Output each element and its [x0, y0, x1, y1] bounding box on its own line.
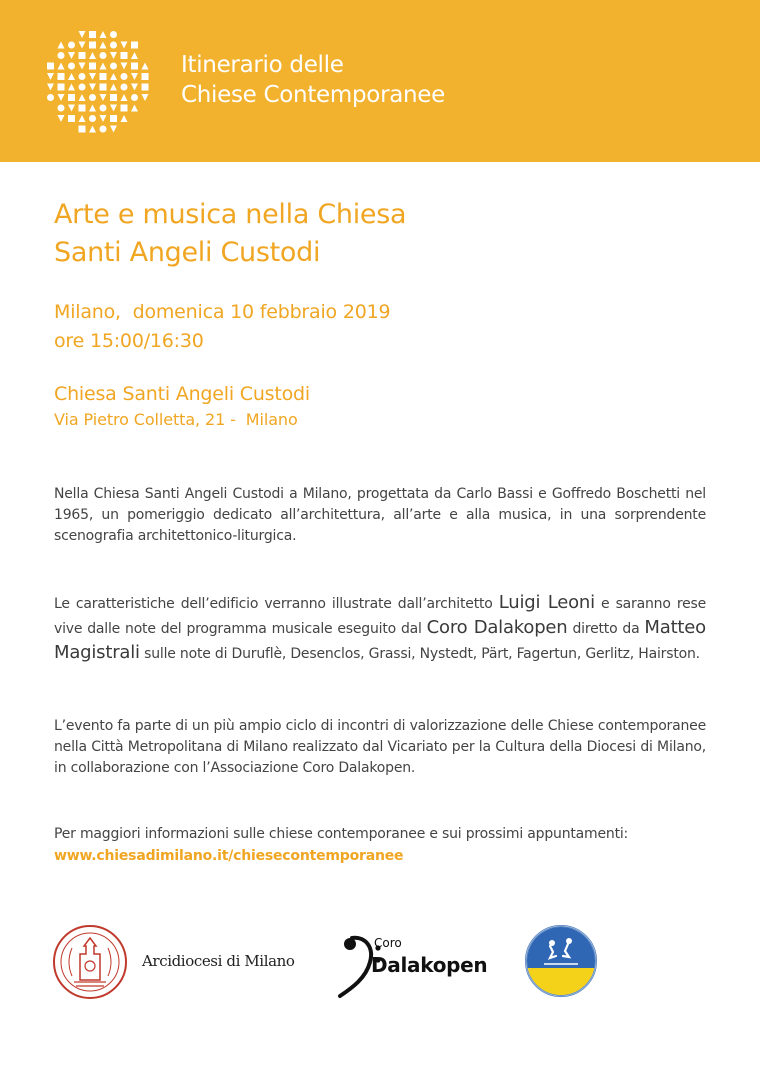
- logo-shape: [131, 42, 138, 49]
- logo-shape: [110, 52, 117, 59]
- logo-shape: [110, 31, 117, 38]
- logo-shape: [110, 73, 117, 80]
- logo-shape: [58, 42, 65, 49]
- logo-shape: [142, 84, 149, 91]
- event-title-line1: Arte e musica nella Chiesa: [54, 199, 407, 230]
- logo-shape: [121, 63, 128, 70]
- logo-shape: [68, 73, 75, 80]
- logo-shape: [110, 105, 117, 112]
- logo-shape: [100, 31, 107, 38]
- logo-shape: [110, 94, 117, 101]
- logo-shape: [131, 84, 138, 91]
- logo-shape: [58, 105, 65, 112]
- logo-shape: [58, 115, 65, 122]
- logo-shape: [110, 63, 117, 70]
- archdiocese-name: Arcidiocesi di Milano: [142, 952, 295, 970]
- logo-shape: [110, 115, 117, 122]
- logo-shape: [89, 42, 96, 49]
- logo-shape: [89, 126, 96, 133]
- logo-shape: [131, 52, 138, 59]
- logo-shape: [121, 94, 128, 101]
- logo-shape: [89, 52, 96, 59]
- logo-shape: [58, 52, 65, 59]
- logo-shape: [131, 63, 138, 70]
- logo-shape: [121, 115, 128, 122]
- logo-shape: [68, 52, 75, 59]
- logo-shape: [121, 73, 128, 80]
- logo-shape: [142, 63, 149, 70]
- program-paragraph: [54, 591, 706, 666]
- logo-shape: [68, 94, 75, 101]
- logo-shape: [100, 105, 107, 112]
- coro-label-big: Dalakopen: [371, 953, 488, 977]
- logo-shape: [89, 31, 96, 38]
- logo-shape: [68, 115, 75, 122]
- logo-shape: [79, 126, 86, 133]
- venue-address: Via Pietro Colletta, 21 - Milano: [54, 410, 298, 429]
- logo-shape: [68, 105, 75, 112]
- logo-shape: [47, 84, 54, 91]
- logo-shape: [89, 115, 96, 122]
- logo-shape: [68, 84, 75, 91]
- logo-shape: [47, 73, 54, 80]
- logo-shape: [100, 94, 107, 101]
- logo-shape: [79, 105, 86, 112]
- logo-shape: [89, 94, 96, 101]
- header-title: [181, 50, 445, 110]
- logo-shape: [79, 94, 86, 101]
- header-title-line2: Chiese Contemporanee: [181, 82, 446, 108]
- speaker-name: Luigi Leoni: [498, 592, 595, 613]
- logo-shape: [89, 63, 96, 70]
- archdiocese-seal-icon: [52, 924, 128, 1000]
- info-line: Per maggiori informazioni sulle chiese contemporanee e sui prossimi appuntamenti:: [54, 826, 629, 842]
- logo-shape: [58, 84, 65, 91]
- program-text-1: Le caratteristiche dell’edificio verranno illustrate dall’architetto: [54, 596, 499, 612]
- logo-shape: [121, 42, 128, 49]
- program-text-3: diretto da: [567, 621, 645, 637]
- logo-shape: [100, 42, 107, 49]
- logo-shape: [89, 84, 96, 91]
- logo-shape: [100, 115, 107, 122]
- event-date-time: [54, 298, 390, 356]
- event-date: Milano, domenica 10 febbraio 2019: [54, 301, 391, 323]
- logo-shape: [121, 52, 128, 59]
- logo-shape: [79, 84, 86, 91]
- event-title: [54, 196, 406, 272]
- director-name: Matteo Magistrali: [54, 617, 706, 663]
- logo-shape: [58, 73, 65, 80]
- venue-name: Chiesa Santi Angeli Custodi: [54, 383, 310, 405]
- logo-shape: [79, 63, 86, 70]
- circle-of-geometric-shapes-icon: [44, 28, 150, 134]
- logo-shape: [58, 94, 65, 101]
- choir-name: Coro Dalakopen: [426, 617, 568, 638]
- website-link[interactable]: www.chiesadimilano.it/chiesecontemporanee: [54, 848, 404, 864]
- logo-shape: [68, 42, 75, 49]
- logo-shape: [142, 94, 149, 101]
- logo-shape: [131, 94, 138, 101]
- logo-shape: [110, 84, 117, 91]
- logo-shape: [100, 126, 107, 133]
- logo-shape: [100, 52, 107, 59]
- logo-shape: [142, 73, 149, 80]
- logo-shape: [131, 105, 138, 112]
- logo-shape: [100, 73, 107, 80]
- coro-label-small: Coro: [374, 936, 402, 950]
- logo-shape: [79, 73, 86, 80]
- header-banner: [0, 0, 760, 162]
- logo-shape: [121, 105, 128, 112]
- logo-shape: [79, 42, 86, 49]
- logo-shape: [47, 94, 54, 101]
- logo-shape: [100, 84, 107, 91]
- context-paragraph: L’evento fa parte di un più ampio ciclo di incontri di valorizzazione delle Chiese contemporanee nella Città Metropolitana di Milano realizzato dal Vicariato per la Cultura della Diocesi di Milano, in collaborazione con l’Associazione Coro Dalakopen.: [54, 718, 706, 776]
- logo-shape: [100, 63, 107, 70]
- program-text-4: sulle note di Duruflè, Desenclos, Grassi, Nystedt, Pärt, Fagertun, Gerlitz, Hairston.: [139, 646, 700, 662]
- logo-shape: [121, 84, 128, 91]
- logo-shape: [79, 115, 86, 122]
- header-title-line1: Itinerario delle: [181, 52, 344, 78]
- logo-shape: [79, 31, 86, 38]
- logo-shape: [110, 126, 117, 133]
- logo-shape: [89, 73, 96, 80]
- event-time: ore 15:00/16:30: [54, 330, 204, 352]
- logo-shape: [131, 73, 138, 80]
- event-title-line2: Santi Angeli Custodi: [54, 237, 321, 268]
- logo-shape: [89, 105, 96, 112]
- logo-shape: [58, 63, 65, 70]
- logo-shape: [79, 52, 86, 59]
- logo-shape: [47, 63, 54, 70]
- program-text-2: e saranno rese vive dalle note del programma musicale eseguito dal: [54, 596, 706, 637]
- logo-shape: [110, 42, 117, 49]
- association-badge-icon: [524, 924, 598, 998]
- description-paragraph: Nella Chiesa Santi Angeli Custodi a Milano, progettata da Carlo Bassi e Goffredo Boschetti nel 1965, un pomeriggio dedicato all’architettura, all’arte e alla musica, in una sorprendente scenografia architettonico-liturgica.: [54, 486, 706, 544]
- logo-shape: [68, 63, 75, 70]
